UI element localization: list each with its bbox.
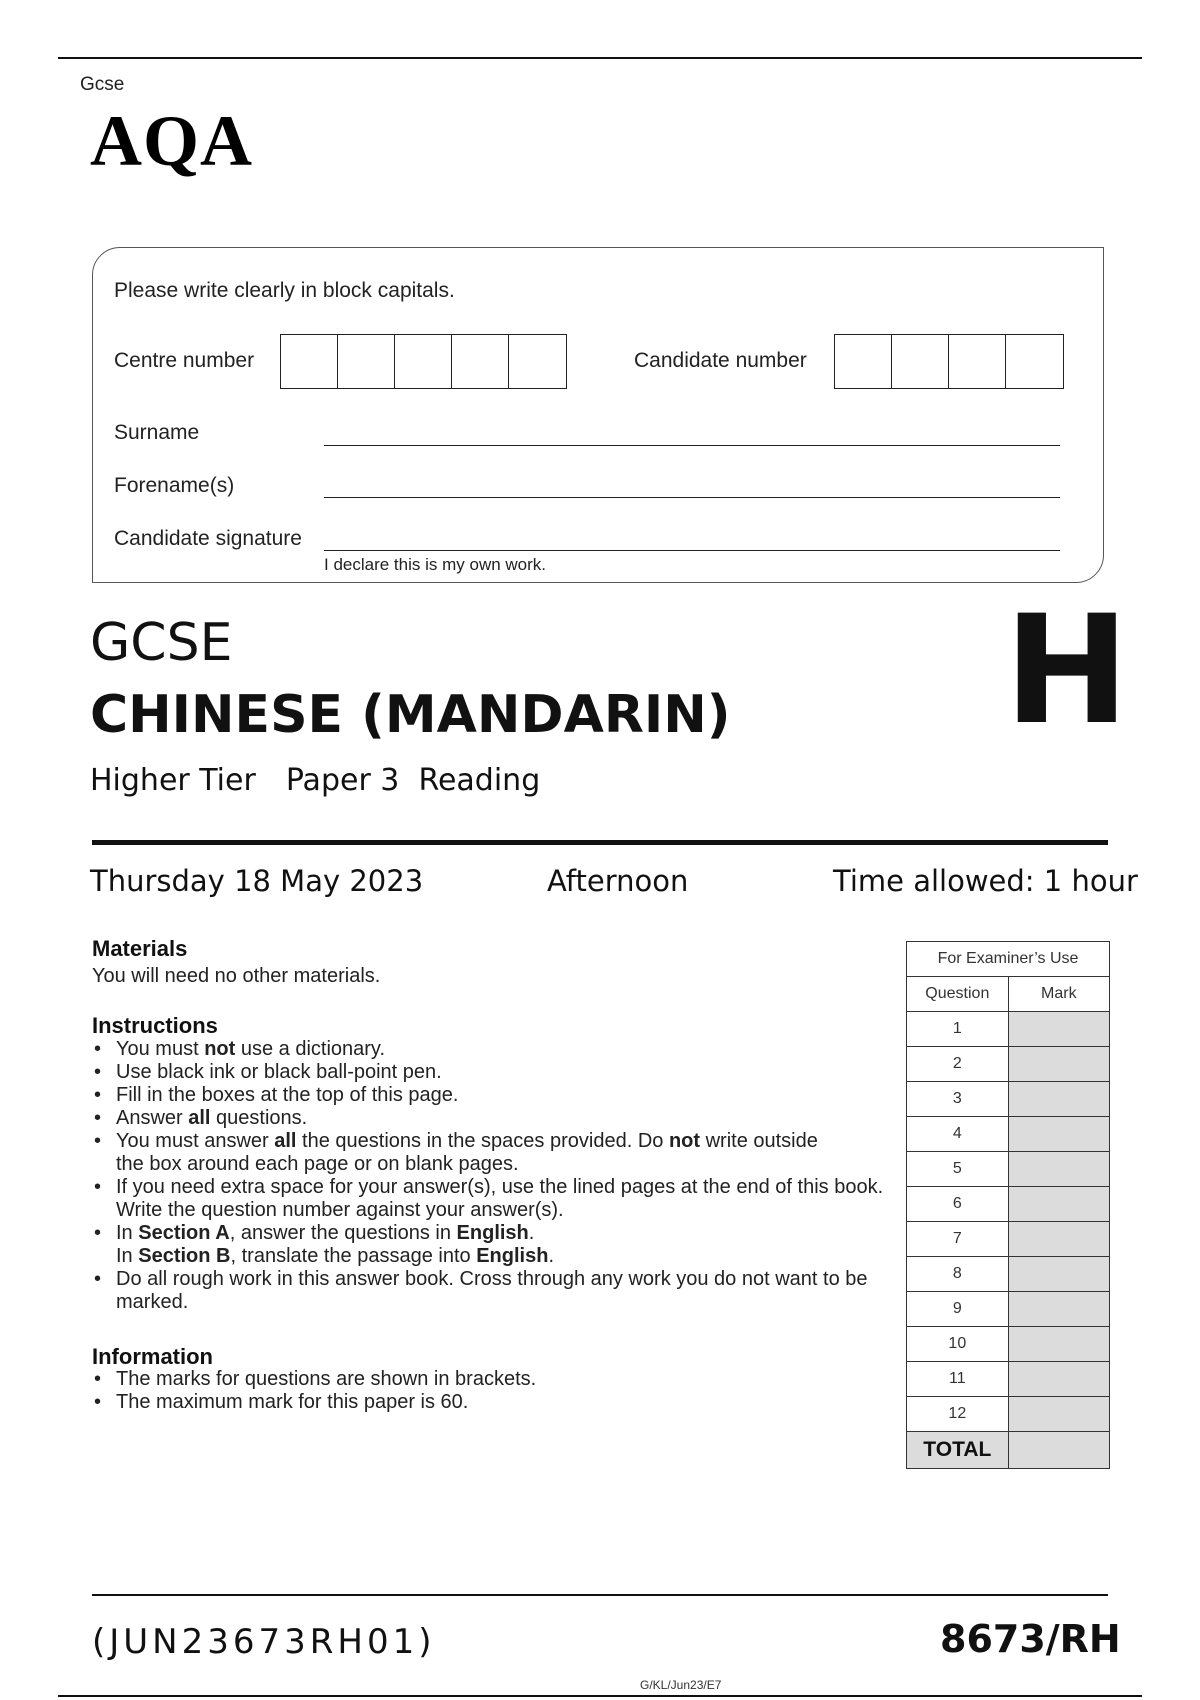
mark-cell[interactable]	[1008, 1082, 1109, 1117]
candidate-number-digit[interactable]	[949, 335, 1006, 388]
question-number: 7	[907, 1222, 1009, 1257]
question-number: 2	[907, 1047, 1009, 1082]
centre-number-boxes[interactable]	[280, 334, 567, 389]
question-number: 8	[907, 1257, 1009, 1292]
centre-number-digit[interactable]	[281, 335, 338, 388]
instructions-heading: Instructions	[92, 1013, 218, 1038]
mark-cell[interactable]	[1008, 1327, 1109, 1362]
mark-cell[interactable]	[1008, 1152, 1109, 1187]
question-number: 6	[907, 1187, 1009, 1222]
question-number: 12	[907, 1397, 1009, 1432]
surname-field[interactable]	[324, 445, 1060, 446]
information-item: • The maximum mark for this paper is 60.	[92, 1391, 892, 1414]
instruction-item: • Fill in the boxes at the top of this page.	[92, 1084, 892, 1107]
question-number: 3	[907, 1082, 1009, 1117]
centre-number-digit[interactable]	[509, 335, 566, 388]
question-number: 9	[907, 1292, 1009, 1327]
mark-cell[interactable]	[1008, 1117, 1109, 1152]
candidate-number-boxes[interactable]	[834, 334, 1064, 389]
exam-date: Thursday 18 May 2023	[90, 864, 424, 898]
centre-number-label: Centre number	[114, 349, 255, 372]
mark-cell[interactable]	[1008, 1292, 1109, 1327]
footer-rule	[92, 1594, 1108, 1596]
question-number: 4	[907, 1117, 1009, 1152]
barcode-text: (JUN23673RH01)	[92, 1622, 436, 1662]
mark-cell[interactable]	[1008, 1362, 1109, 1397]
instruction-item: • Use black ink or black ball-point pen.	[92, 1061, 892, 1084]
signature-label: Candidate signature	[114, 527, 302, 550]
title-rule	[92, 840, 1108, 845]
mark-column-header: Mark	[1008, 977, 1109, 1012]
candidate-number-label: Candidate number	[634, 349, 807, 372]
mark-cell[interactable]	[1008, 1222, 1109, 1257]
instruction-item: • If you need extra space for your answer(s), use the lined pages at the end of this book. Write the question number against your answer(s).	[92, 1176, 892, 1222]
declaration-text: I declare this is my own work.	[324, 555, 547, 574]
reference-code: G/KL/Jun23/E7	[640, 1678, 722, 1692]
information-heading: Information	[92, 1344, 213, 1369]
header-tag: Gcse	[80, 74, 125, 95]
instruction-item: • You must answer all the questions in the spaces provided. Do not write outside the box around each page or on blank pages.	[92, 1130, 826, 1176]
centre-number-digit[interactable]	[338, 335, 395, 388]
materials-text: You will need no other materials.	[92, 965, 381, 987]
paper-label: Paper 3 Reading	[285, 763, 541, 798]
subject-title: CHINESE (MANDARIN)	[90, 685, 731, 745]
instruction-item: • Answer all questions.	[92, 1107, 892, 1130]
instruction-item: • Do all rough work in this answer book. Cross through any work you do not want to be marked.	[92, 1268, 876, 1314]
question-number: 11	[907, 1362, 1009, 1397]
paper-code: 8673/RH	[940, 1617, 1121, 1661]
instruction-item: • You must not use a dictionary.	[92, 1038, 892, 1061]
total-label: TOTAL	[907, 1432, 1009, 1469]
materials-heading: Materials	[92, 936, 188, 961]
examiner-use-table	[906, 941, 1110, 1469]
time-allowed: Time allowed: 1 hour	[833, 864, 1138, 898]
instructions-list	[92, 1038, 892, 1314]
aqa-logo: AQA	[90, 101, 253, 181]
forenames-field[interactable]	[324, 497, 1060, 498]
top-rule	[58, 57, 1142, 59]
mark-cell[interactable]	[1008, 1187, 1109, 1222]
tier-paper-line	[90, 763, 540, 798]
candidate-number-digit[interactable]	[1006, 335, 1063, 388]
question-number: 10	[907, 1327, 1009, 1362]
instruction-item: • In Section A, answer the questions in English. In Section B, translate the passage into English.	[92, 1222, 892, 1268]
mark-cell[interactable]	[1008, 1012, 1109, 1047]
tier-letter: H	[1004, 584, 1130, 758]
total-mark-cell[interactable]	[1008, 1432, 1109, 1469]
bottom-rule	[58, 1695, 1142, 1697]
signature-field[interactable]	[324, 550, 1060, 551]
centre-number-digit[interactable]	[452, 335, 509, 388]
candidate-number-digit[interactable]	[892, 335, 949, 388]
mark-cell[interactable]	[1008, 1397, 1109, 1432]
forenames-label: Forename(s)	[114, 474, 235, 497]
information-list	[92, 1368, 892, 1414]
exam-session: Afternoon	[547, 864, 689, 898]
centre-number-digit[interactable]	[395, 335, 452, 388]
candidate-number-digit[interactable]	[835, 335, 892, 388]
question-column-header: Question	[907, 977, 1009, 1012]
tier-label: Higher Tier	[90, 763, 256, 798]
question-number: 1	[907, 1012, 1009, 1047]
examiner-table-title: For Examiner’s Use	[907, 942, 1110, 977]
information-item: • The marks for questions are shown in brackets.	[92, 1368, 892, 1391]
mark-cell[interactable]	[1008, 1047, 1109, 1082]
surname-label: Surname	[114, 421, 200, 444]
qualification-title: GCSE	[90, 613, 233, 673]
mark-cell[interactable]	[1008, 1257, 1109, 1292]
question-number: 5	[907, 1152, 1009, 1187]
block-capitals-instruction: Please write clearly in block capitals.	[114, 279, 455, 302]
